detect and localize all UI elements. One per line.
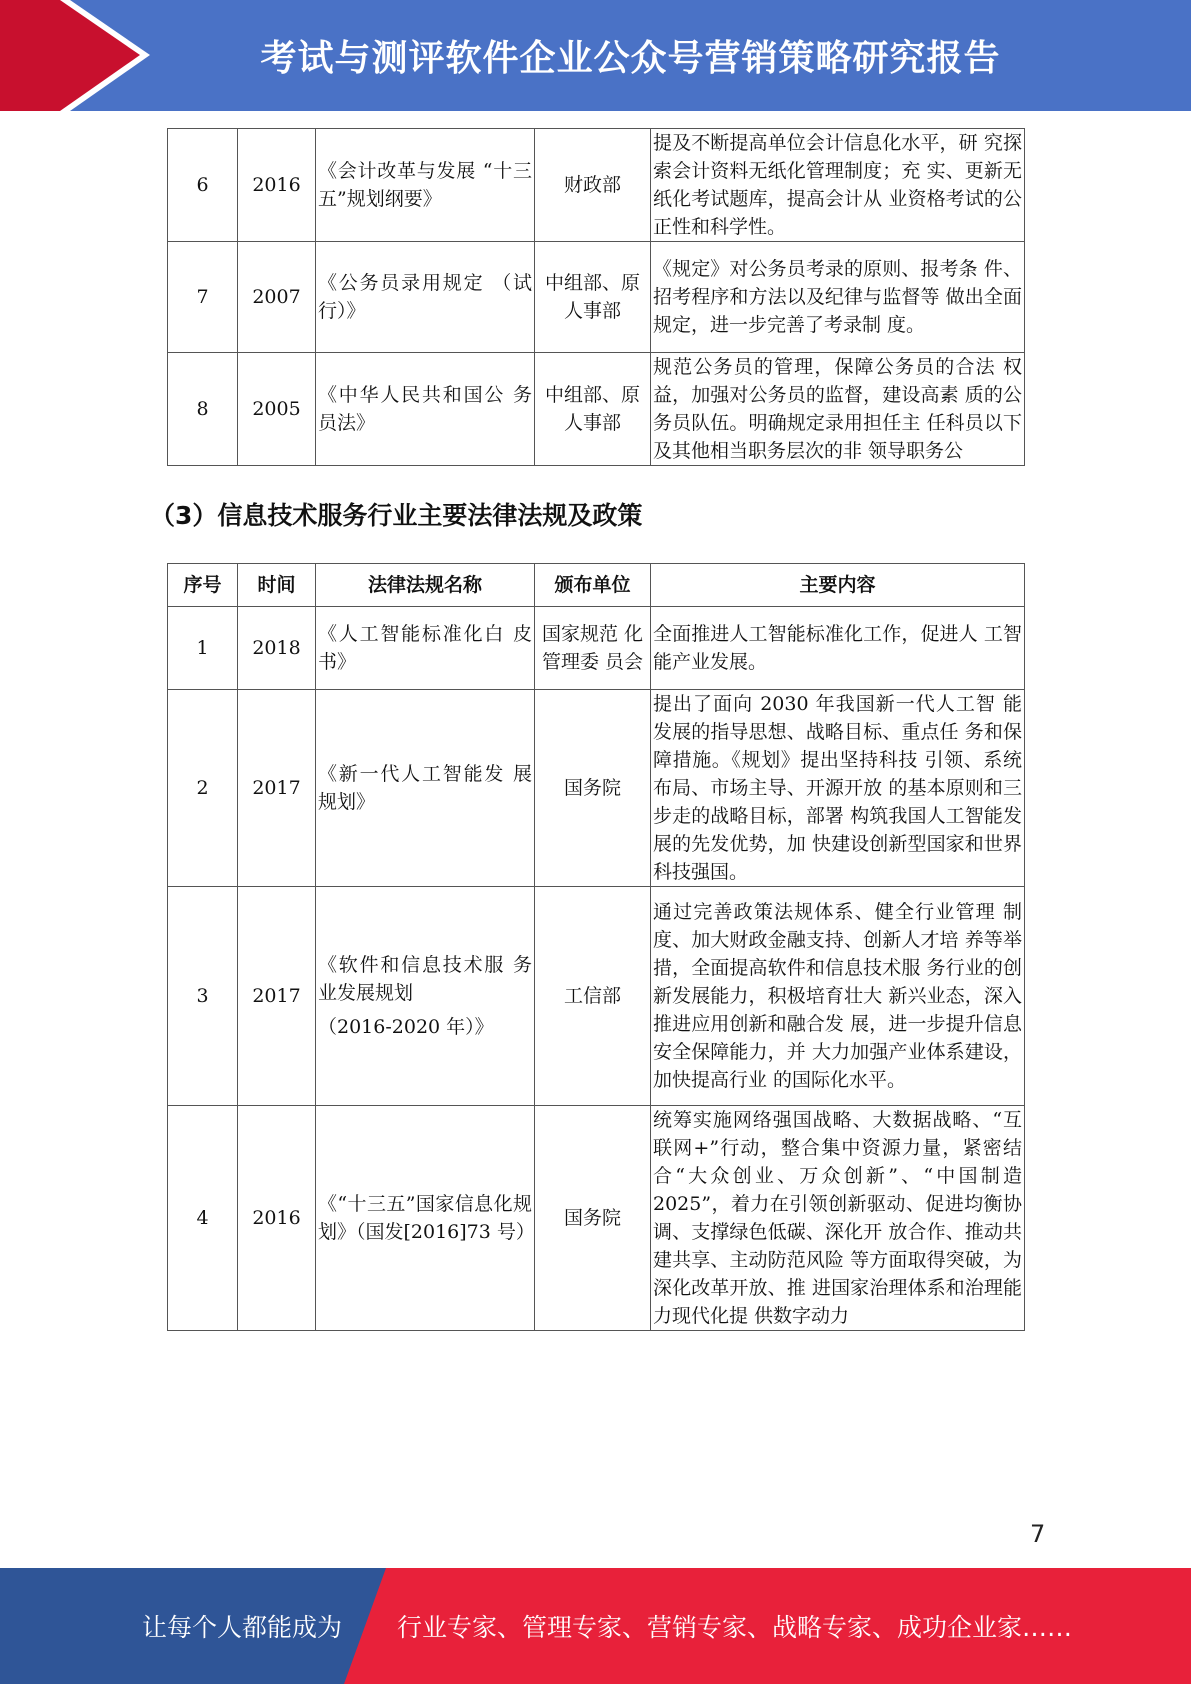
row-regulation-name: 《新一代人工智能发 展规划》	[316, 690, 535, 887]
it-services-regulations-table	[167, 563, 1025, 1331]
row-year: 2016	[238, 1106, 316, 1331]
header-chevron-icon	[0, 0, 150, 111]
row-issuer: 工信部	[535, 887, 651, 1106]
header-content: 主要内容	[651, 564, 1025, 607]
table-row	[168, 129, 1025, 242]
row-number: 4	[168, 1106, 238, 1331]
row-issuer: 中组部、原人事部	[535, 353, 651, 466]
regulations-table-continued	[167, 128, 1025, 466]
header-regulation-name: 法律法规名称	[316, 564, 535, 607]
row-regulation-name: 《中华人民共和国公 务员法》	[316, 353, 535, 466]
table-row	[168, 1106, 1025, 1331]
table-row	[168, 887, 1025, 1106]
row-issuer: 国家规范 化管理委 员会	[535, 607, 651, 690]
header-number: 序号	[168, 564, 238, 607]
row-content: 规范公务员的管理，保障公务员的合法 权益，加强对公务员的监督，建设高素 质的公务员队伍。明确规定录用担任主 任科员以下及其他相当职务层次的非 领导职务公	[651, 353, 1025, 466]
row-regulation-name: 《人工智能标准化白 皮书》	[316, 607, 535, 690]
table-row	[168, 690, 1025, 887]
row-content: 全面推进人工智能标准化工作，促进人 工智能产业发展。	[651, 607, 1025, 690]
row-regulation-name	[316, 887, 535, 1106]
row-regulation-name: 《“十三五”国家信息化规划》（国发[2016]73 号）	[316, 1106, 535, 1331]
table-row	[168, 607, 1025, 690]
row-year: 2007	[238, 242, 316, 353]
table-row	[168, 242, 1025, 353]
row-issuer: 中组部、原人事部	[535, 242, 651, 353]
row-issuer: 国务院	[535, 690, 651, 887]
row-issuer: 国务院	[535, 1106, 651, 1331]
header-issuer: 颁布单位	[535, 564, 651, 607]
row-regulation-name-line2: （2016-2020 年）》	[318, 1016, 494, 1038]
row-year: 2018	[238, 607, 316, 690]
page-footer	[0, 1568, 1191, 1684]
row-regulation-name: 《会计改革与发展 “十三五”规划纲要》	[316, 129, 535, 242]
row-number: 3	[168, 887, 238, 1106]
page-number: 7	[1030, 1520, 1046, 1548]
header-time: 时间	[238, 564, 316, 607]
table-header-row	[168, 564, 1025, 607]
row-number: 2	[168, 690, 238, 887]
row-number: 1	[168, 607, 238, 690]
row-content: 提及不断提高单位会计信息化水平，研 究探索会计资料无纸化管理制度；充 实、更新无纸化考试题库，提高会计从 业资格考试的公正性和科学性。	[651, 129, 1025, 242]
section-heading: （3）信息技术服务行业主要法律法规及政策	[150, 501, 643, 530]
row-regulation-name-line1: 《软件和信息技术服 务业发展规划	[318, 954, 532, 1004]
row-issuer: 财政部	[535, 129, 651, 242]
row-year: 2005	[238, 353, 316, 466]
row-year: 2017	[238, 690, 316, 887]
row-content: 《规定》对公务员考录的原则、报考条 件、招考程序和方法以及纪律与监督等 做出全面规定，进一步完善了考录制 度。	[651, 242, 1025, 353]
row-content: 提出了面向 2030 年我国新一代人工智 能发展的指导思想、战略目标、重点任 务和保障措施。《规划》提出坚持科技 引领、系统布局、市场主导、开源开放 的基本原则和三步走的战略目标，部署 构筑我国人工智能发展的先发优势，加 快建设创新型国家和世界科技强国。	[651, 690, 1025, 887]
row-content: 统筹实施网络强国战略、大数据战略、“互联网+”行动，整合集中资源力量，紧密结合“大众创业、万众创新”、“中国制造 2025”，着力在引领创新驱动、促进均衡协调、支撑绿色低碳、深化开 放合作、推动共建共享、主动防范风险 等方面取得突破，为深化改革开放、推 进国家治理体系和治理能力现代化提 供数字动力	[651, 1106, 1025, 1331]
report-title: 考试与测评软件企业公众号营销策略研究报告	[260, 38, 1001, 79]
footer-slogan-right: 行业专家、管理专家、营销专家、战略专家、成功企业家……	[397, 1613, 1073, 1642]
footer-slogan-left: 让每个人都能成为	[142, 1613, 343, 1642]
page-header	[0, 0, 1191, 111]
row-number: 7	[168, 242, 238, 353]
row-content: 通过完善政策法规体系、健全行业管理 制度、加大财政金融支持、创新人才培 养等举措，全面提高软件和信息技术服 务行业的创新发展能力，积极培育壮大 新兴业态，深入推进应用创新和融合发 展，进一步提升信息安全保障能力，并 大力加强产业体系建设，加快提高行业 的国际化水平。	[651, 887, 1025, 1106]
row-year: 2016	[238, 129, 316, 242]
row-number: 6	[168, 129, 238, 242]
row-number: 8	[168, 353, 238, 466]
table-row	[168, 353, 1025, 466]
row-regulation-name: 《公务员录用规定 （试行）》	[316, 242, 535, 353]
row-year: 2017	[238, 887, 316, 1106]
